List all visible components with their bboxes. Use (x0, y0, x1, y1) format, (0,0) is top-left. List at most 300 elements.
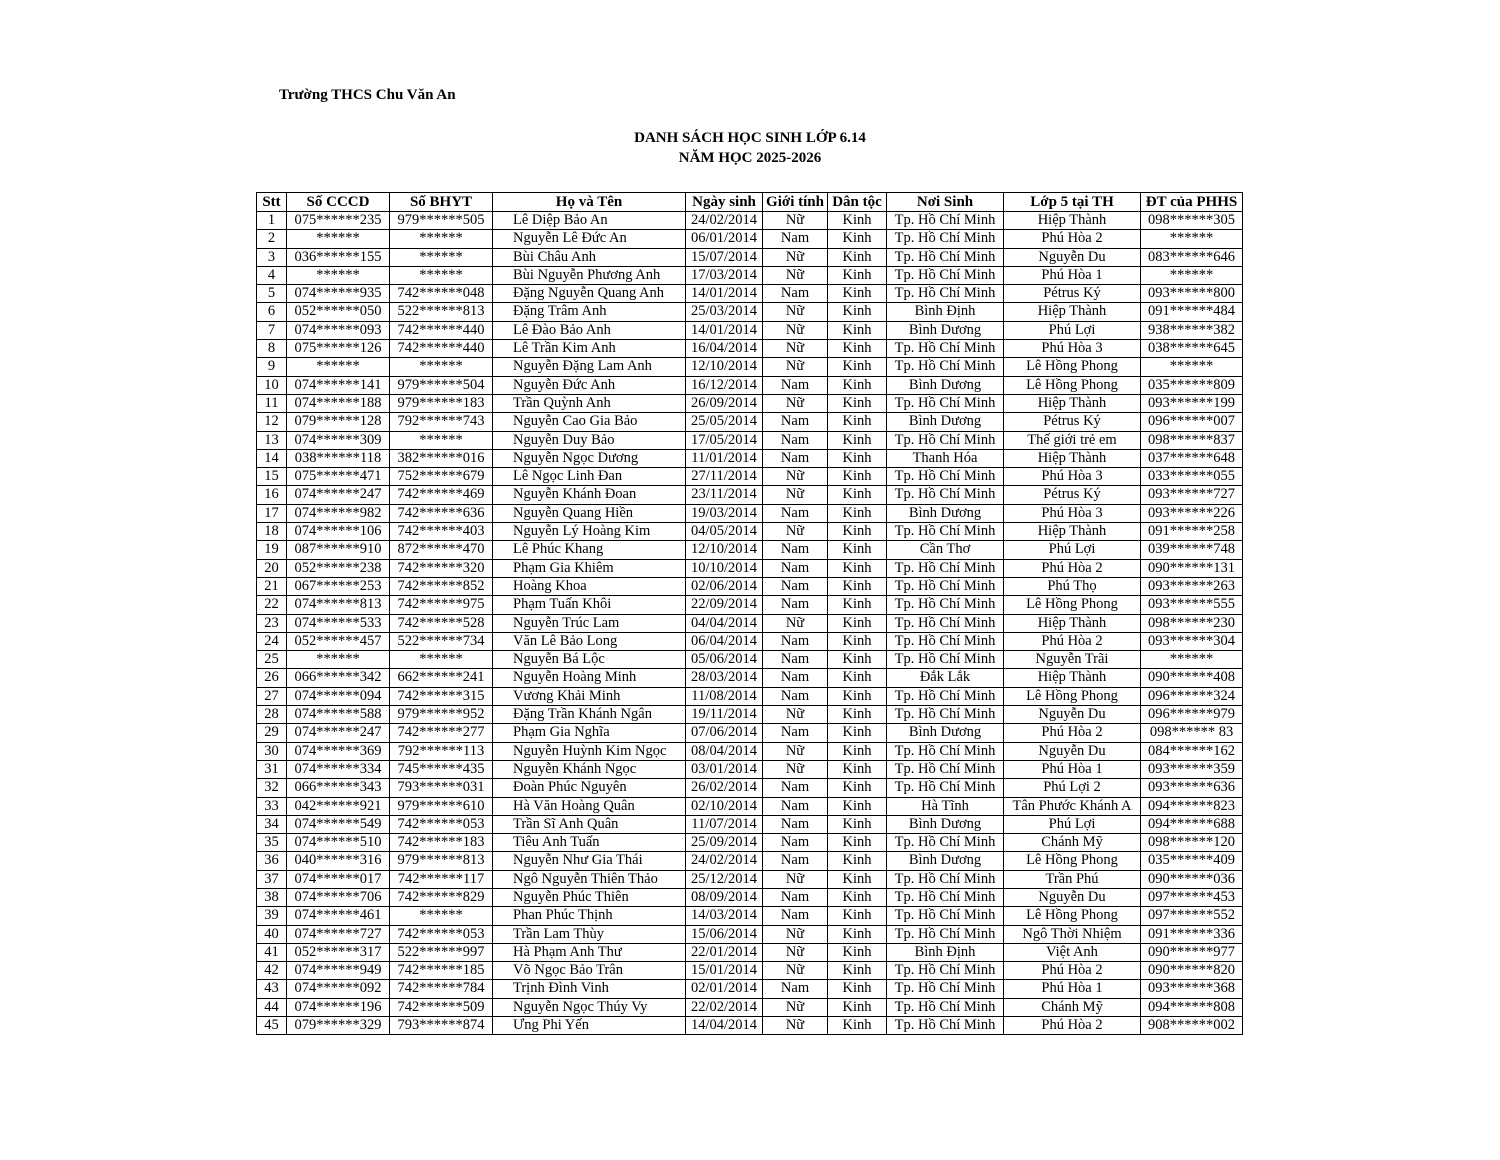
col-stt-cell: 11 (257, 394, 287, 412)
col-name-cell: Ưng Phi Yến (493, 1017, 686, 1035)
col-bhyt-cell: 742******183 (390, 834, 493, 852)
col-dob-cell: 15/07/2014 (686, 248, 763, 266)
col-ethnicity-cell: Kinh (828, 724, 887, 742)
col-ethnicity-cell: Kinh (828, 980, 887, 998)
col-birthplace-cell: Tp. Hồ Chí Minh (887, 285, 1004, 303)
table-row (257, 303, 1243, 321)
col-cccd-cell: 074******093 (287, 321, 390, 339)
col-bhyt-cell: 979******952 (390, 706, 493, 724)
col-bhyt-cell: 742******403 (390, 523, 493, 541)
col-birthplace-cell: Tp. Hồ Chí Minh (887, 523, 1004, 541)
col-primary-school-cell: Phú Hòa 2 (1004, 724, 1141, 742)
col-dob-cell: 08/09/2014 (686, 888, 763, 906)
col-primary-school-cell: Ngô Thời Nhiệm (1004, 925, 1141, 943)
col-gender-cell: Nữ (763, 486, 828, 504)
col-name-cell: Lê Trần Kim Anh (493, 340, 686, 358)
col-ethnicity-cell: Kinh (828, 230, 887, 248)
col-parent-phone-cell: 039******748 (1141, 541, 1243, 559)
col-stt-cell: 16 (257, 486, 287, 504)
col-cccd-cell: 042******921 (287, 797, 390, 815)
col-dob-cell: 11/07/2014 (686, 815, 763, 833)
col-gender-cell: Nữ (763, 870, 828, 888)
col-parent-phone-cell: 084******162 (1141, 742, 1243, 760)
table-row (257, 230, 1243, 248)
col-bhyt-cell: 742******440 (390, 321, 493, 339)
col-bhyt-cell: 742******829 (390, 888, 493, 906)
col-name-cell: Nguyễn Như Gia Thái (493, 852, 686, 870)
col-primary-school-cell: Chánh Mỹ (1004, 998, 1141, 1016)
table-row (257, 1017, 1243, 1035)
col-parent-phone-cell: 093******636 (1141, 779, 1243, 797)
col-dob-cell: 08/04/2014 (686, 742, 763, 760)
col-ethnicity-cell: Kinh (828, 486, 887, 504)
col-dob-cell: 23/11/2014 (686, 486, 763, 504)
col-birthplace-cell: Tp. Hồ Chí Minh (887, 596, 1004, 614)
table-row (257, 779, 1243, 797)
col-stt-cell: 18 (257, 523, 287, 541)
col-primary-school-cell: Hiệp Thành (1004, 394, 1141, 412)
col-bhyt-cell: 792******113 (390, 742, 493, 760)
col-stt-cell: 6 (257, 303, 287, 321)
col-stt-cell: 22 (257, 596, 287, 614)
col-bhyt-cell: 522******813 (390, 303, 493, 321)
col-birthplace-cell: Tp. Hồ Chí Minh (887, 962, 1004, 980)
col-birthplace-cell: Cần Thơ (887, 541, 1004, 559)
col-dob-cell: 25/05/2014 (686, 413, 763, 431)
col-stt-cell: 26 (257, 669, 287, 687)
col-stt-cell: 41 (257, 943, 287, 961)
col-dob-cell: 14/01/2014 (686, 321, 763, 339)
col-ethnicity-cell: Kinh (828, 760, 887, 778)
col-parent-phone-cell: 093******727 (1141, 486, 1243, 504)
col-bhyt-cell: 742******277 (390, 724, 493, 742)
col-stt-cell: 28 (257, 706, 287, 724)
col-name-cell: Nguyễn Đặng Lam Anh (493, 358, 686, 376)
col-birthplace-cell: Tp. Hồ Chí Minh (887, 632, 1004, 650)
col-ethnicity-cell: Kinh (828, 559, 887, 577)
col-cccd-cell: 074******141 (287, 376, 390, 394)
col-stt-cell: 24 (257, 632, 287, 650)
col-name-cell: Tiêu Anh Tuấn (493, 834, 686, 852)
col-stt-cell: 37 (257, 870, 287, 888)
document-title: DANH SÁCH HỌC SINH LỚP 6.14 (634, 130, 866, 146)
col-stt-cell: 38 (257, 888, 287, 906)
col-primary-school-cell: Nguyễn Du (1004, 888, 1141, 906)
col-dob-cell: 11/08/2014 (686, 687, 763, 705)
col-birthplace-cell: Bình Dương (887, 852, 1004, 870)
col-ethnicity-cell: Kinh (828, 212, 887, 230)
col-ethnicity-cell: Kinh (828, 998, 887, 1016)
col-name-cell: Phạm Gia Nghĩa (493, 724, 686, 742)
col-dob-cell: 10/10/2014 (686, 559, 763, 577)
table-row (257, 614, 1243, 632)
col-birthplace-cell: Tp. Hồ Chí Minh (887, 212, 1004, 230)
col-primary-school-cell: Pétrus Ký (1004, 413, 1141, 431)
col-primary-school-cell: Phú Hòa 3 (1004, 504, 1141, 522)
col-stt-cell: 7 (257, 321, 287, 339)
col-primary-school-cell: Phú Hòa 1 (1004, 760, 1141, 778)
col-name-cell: Phạm Tuấn Khôi (493, 596, 686, 614)
col-gender-cell: Nữ (763, 943, 828, 961)
col-stt-cell: 1 (257, 212, 287, 230)
col-primary-school-cell: Pétrus Ký (1004, 486, 1141, 504)
col-name-cell: Lê Ngọc Linh Đan (493, 468, 686, 486)
col-cccd-cell: 074******949 (287, 962, 390, 980)
col-parent-phone-cell: 093******800 (1141, 285, 1243, 303)
col-name-cell: Vương Khải Minh (493, 687, 686, 705)
col-birthplace-cell: Hà Tĩnh (887, 797, 1004, 815)
col-birthplace-cell: Tp. Hồ Chí Minh (887, 834, 1004, 852)
col-name-cell: Lê Đào Bảo Anh (493, 321, 686, 339)
col-ethnicity-cell: Kinh (828, 962, 887, 980)
col-bhyt-cell: ****** (390, 230, 493, 248)
col-parent-phone-cell: 035******409 (1141, 852, 1243, 870)
col-ethnicity-cell: Kinh (828, 742, 887, 760)
col-cccd-cell: ****** (287, 358, 390, 376)
table-row (257, 596, 1243, 614)
col-cccd-cell: 074******017 (287, 870, 390, 888)
col-dob-cell: 22/09/2014 (686, 596, 763, 614)
col-cccd-cell: 052******317 (287, 943, 390, 961)
col-gender-cell: Nam (763, 779, 828, 797)
col-cccd-cell: 074******188 (287, 394, 390, 412)
col-birthplace-cell: Bình Dương (887, 504, 1004, 522)
col-dob-cell: 25/12/2014 (686, 870, 763, 888)
col-dob-cell: 14/03/2014 (686, 907, 763, 925)
col-dob-cell: 15/01/2014 (686, 962, 763, 980)
col-birthplace-cell: Bình Dương (887, 724, 1004, 742)
table-row (257, 669, 1243, 687)
table-row (257, 523, 1243, 541)
col-ethnicity-cell: Kinh (828, 248, 887, 266)
col-cccd-cell: 074******510 (287, 834, 390, 852)
table-row (257, 925, 1243, 943)
col-bhyt-cell: 745******435 (390, 760, 493, 778)
col-bhyt-cell: 979******504 (390, 376, 493, 394)
col-bhyt-cell: 742******975 (390, 596, 493, 614)
col-gender-cell: Nam (763, 907, 828, 925)
col-primary-school-cell: Lê Hồng Phong (1004, 358, 1141, 376)
col-gender-cell: Nam (763, 541, 828, 559)
col-name-cell: Trần Sĩ Anh Quân (493, 815, 686, 833)
col-bhyt-cell: 752******679 (390, 468, 493, 486)
col-cccd-cell: 074******727 (287, 925, 390, 943)
col-ethnicity-cell: Kinh (828, 596, 887, 614)
col-cccd-cell: 075******471 (287, 468, 390, 486)
col-ethnicity-cell: Kinh (828, 413, 887, 431)
col-dob-cell: 19/11/2014 (686, 706, 763, 724)
col-primary-school-cell: Phú Thọ (1004, 577, 1141, 595)
table-row (257, 760, 1243, 778)
col-bhyt-cell: 522******997 (390, 943, 493, 961)
col-cccd-cell: 074******461 (287, 907, 390, 925)
col-gender-cell: Nam (763, 431, 828, 449)
col-ethnicity-cell: Kinh (828, 394, 887, 412)
col-primary-school-cell: Thế giới trẻ em (1004, 431, 1141, 449)
col-bhyt-cell: ****** (390, 651, 493, 669)
col-cccd-cell: 052******050 (287, 303, 390, 321)
col-stt-cell: 30 (257, 742, 287, 760)
col-dob-cell: 04/05/2014 (686, 523, 763, 541)
col-ethnicity-cell: Kinh (828, 376, 887, 394)
col-primary-school-cell: Phú Lợi (1004, 815, 1141, 833)
col-parent-phone-cell: 090******820 (1141, 962, 1243, 980)
col-birthplace-cell: Tp. Hồ Chí Minh (887, 431, 1004, 449)
col-gender-cell: Nữ (763, 340, 828, 358)
col-bhyt-cell: ****** (390, 248, 493, 266)
table-row (257, 504, 1243, 522)
col-birthplace-cell: Bình Định (887, 303, 1004, 321)
col-birthplace-cell: Tp. Hồ Chí Minh (887, 980, 1004, 998)
col-ethnicity-cell: Kinh (828, 614, 887, 632)
col-cccd-cell: 074******588 (287, 706, 390, 724)
col-parent-phone-cell: 090******977 (1141, 943, 1243, 961)
col-primary-school-cell: Phú Hòa 2 (1004, 962, 1141, 980)
col-ethnicity-cell: Kinh (828, 925, 887, 943)
col-stt-cell: 12 (257, 413, 287, 431)
col-stt-cell: 5 (257, 285, 287, 303)
col-parent-phone-cell: 096******324 (1141, 687, 1243, 705)
col-ethnicity-cell: Kinh (828, 449, 887, 467)
col-bhyt-cell: 979******183 (390, 394, 493, 412)
col-gender-cell: Nữ (763, 760, 828, 778)
table-row (257, 870, 1243, 888)
col-birthplace-cell: Tp. Hồ Chí Minh (887, 468, 1004, 486)
col-birthplace-cell: Tp. Hồ Chí Minh (887, 577, 1004, 595)
col-cccd-cell: 075******235 (287, 212, 390, 230)
col-birthplace-cell: Tp. Hồ Chí Minh (887, 907, 1004, 925)
col-gender-cell: Nam (763, 559, 828, 577)
col-bhyt-cell: 522******734 (390, 632, 493, 650)
col-primary-school-cell: Lê Hồng Phong (1004, 687, 1141, 705)
col-gender-cell: Nữ (763, 523, 828, 541)
col-name-cell: Đặng Trần Khánh Ngân (493, 706, 686, 724)
school-name: Trường THCS Chu Văn An (279, 87, 456, 103)
header-col-ethnicity: Dân tộc (828, 193, 887, 212)
col-stt-cell: 35 (257, 834, 287, 852)
col-stt-cell: 13 (257, 431, 287, 449)
col-stt-cell: 8 (257, 340, 287, 358)
table-row (257, 724, 1243, 742)
col-parent-phone-cell: ****** (1141, 230, 1243, 248)
col-gender-cell: Nam (763, 577, 828, 595)
col-primary-school-cell: Tân Phước Khánh A (1004, 797, 1141, 815)
col-cccd-cell: 066******343 (287, 779, 390, 797)
col-dob-cell: 16/12/2014 (686, 376, 763, 394)
col-primary-school-cell: Phú Hòa 3 (1004, 468, 1141, 486)
col-parent-phone-cell: 090******408 (1141, 669, 1243, 687)
col-ethnicity-cell: Kinh (828, 431, 887, 449)
col-ethnicity-cell: Kinh (828, 687, 887, 705)
col-gender-cell: Nữ (763, 212, 828, 230)
col-primary-school-cell: Nguyễn Du (1004, 742, 1141, 760)
col-parent-phone-cell: 098******837 (1141, 431, 1243, 449)
col-ethnicity-cell: Kinh (828, 779, 887, 797)
col-bhyt-cell: 382******016 (390, 449, 493, 467)
table-row (257, 212, 1243, 230)
col-parent-phone-cell: 090******036 (1141, 870, 1243, 888)
col-name-cell: Phạm Gia Khiêm (493, 559, 686, 577)
col-birthplace-cell: Đắk Lắk (887, 669, 1004, 687)
col-name-cell: Nguyễn Quang Hiền (493, 504, 686, 522)
col-gender-cell: Nam (763, 815, 828, 833)
col-dob-cell: 27/11/2014 (686, 468, 763, 486)
col-parent-phone-cell: 091******336 (1141, 925, 1243, 943)
document-heading (0, 128, 1500, 168)
header-col-name: Họ và Tên (493, 193, 686, 212)
col-bhyt-cell: 742******117 (390, 870, 493, 888)
col-ethnicity-cell: Kinh (828, 943, 887, 961)
col-gender-cell: Nữ (763, 742, 828, 760)
col-parent-phone-cell: 094******823 (1141, 797, 1243, 815)
col-birthplace-cell: Tp. Hồ Chí Minh (887, 706, 1004, 724)
col-gender-cell: Nữ (763, 394, 828, 412)
col-birthplace-cell: Tp. Hồ Chí Minh (887, 248, 1004, 266)
col-parent-phone-cell: 098****** 83 (1141, 724, 1243, 742)
col-name-cell: Nguyễn Duy Bảo (493, 431, 686, 449)
col-bhyt-cell: 742******636 (390, 504, 493, 522)
col-bhyt-cell: 742******053 (390, 925, 493, 943)
col-bhyt-cell: 793******874 (390, 1017, 493, 1035)
col-cccd-cell: 074******106 (287, 523, 390, 541)
table-row (257, 541, 1243, 559)
table-row (257, 266, 1243, 284)
table-row (257, 742, 1243, 760)
col-bhyt-cell: 742******469 (390, 486, 493, 504)
col-primary-school-cell: Hiệp Thành (1004, 449, 1141, 467)
col-stt-cell: 10 (257, 376, 287, 394)
col-stt-cell: 31 (257, 760, 287, 778)
col-parent-phone-cell: 033******055 (1141, 468, 1243, 486)
col-primary-school-cell: Phú Hòa 1 (1004, 266, 1141, 284)
col-primary-school-cell: Phú Lợi (1004, 321, 1141, 339)
header-col-cccd: Số CCCD (287, 193, 390, 212)
col-parent-phone-cell: 037******648 (1141, 449, 1243, 467)
col-parent-phone-cell: 938******382 (1141, 321, 1243, 339)
col-bhyt-cell: 979******505 (390, 212, 493, 230)
header-col-dob: Ngày sinh (686, 193, 763, 212)
col-gender-cell: Nam (763, 449, 828, 467)
col-dob-cell: 24/02/2014 (686, 212, 763, 230)
col-parent-phone-cell: ****** (1141, 358, 1243, 376)
col-stt-cell: 34 (257, 815, 287, 833)
col-bhyt-cell: 742******320 (390, 559, 493, 577)
col-gender-cell: Nữ (763, 321, 828, 339)
col-gender-cell: Nam (763, 230, 828, 248)
col-ethnicity-cell: Kinh (828, 706, 887, 724)
table-row (257, 687, 1243, 705)
col-gender-cell: Nam (763, 724, 828, 742)
col-gender-cell: Nữ (763, 266, 828, 284)
col-name-cell: Hoàng Khoa (493, 577, 686, 595)
col-cccd-cell: 074******813 (287, 596, 390, 614)
table-row (257, 486, 1243, 504)
col-cccd-cell: 074******247 (287, 486, 390, 504)
col-parent-phone-cell: ****** (1141, 651, 1243, 669)
col-gender-cell: Nam (763, 632, 828, 650)
col-birthplace-cell: Tp. Hồ Chí Minh (887, 925, 1004, 943)
col-ethnicity-cell: Kinh (828, 797, 887, 815)
col-stt-cell: 14 (257, 449, 287, 467)
col-dob-cell: 02/01/2014 (686, 980, 763, 998)
col-name-cell: Nguyễn Khánh Đoan (493, 486, 686, 504)
col-gender-cell: Nam (763, 285, 828, 303)
col-primary-school-cell: Hiệp Thành (1004, 303, 1141, 321)
col-name-cell: Nguyễn Đức Anh (493, 376, 686, 394)
table-row (257, 980, 1243, 998)
col-gender-cell: Nữ (763, 614, 828, 632)
col-parent-phone-cell: 097******453 (1141, 888, 1243, 906)
col-ethnicity-cell: Kinh (828, 340, 887, 358)
col-name-cell: Lê Diệp Bảo An (493, 212, 686, 230)
col-birthplace-cell: Tp. Hồ Chí Minh (887, 559, 1004, 577)
col-parent-phone-cell: 093******359 (1141, 760, 1243, 778)
col-cccd-cell: 074******247 (287, 724, 390, 742)
col-gender-cell: Nữ (763, 468, 828, 486)
col-birthplace-cell: Tp. Hồ Chí Minh (887, 486, 1004, 504)
col-parent-phone-cell: 091******258 (1141, 523, 1243, 541)
col-ethnicity-cell: Kinh (828, 285, 887, 303)
col-cccd-cell: 079******329 (287, 1017, 390, 1035)
col-name-cell: Đoàn Phúc Nguyên (493, 779, 686, 797)
col-ethnicity-cell: Kinh (828, 1017, 887, 1035)
col-name-cell: Bùi Châu Anh (493, 248, 686, 266)
col-dob-cell: 22/01/2014 (686, 943, 763, 961)
col-birthplace-cell: Bình Dương (887, 815, 1004, 833)
col-gender-cell: Nữ (763, 962, 828, 980)
col-birthplace-cell: Tp. Hồ Chí Minh (887, 779, 1004, 797)
col-gender-cell: Nam (763, 413, 828, 431)
col-cccd-cell: 040******316 (287, 852, 390, 870)
col-dob-cell: 14/04/2014 (686, 1017, 763, 1035)
col-bhyt-cell: 979******813 (390, 852, 493, 870)
table-row (257, 907, 1243, 925)
table-row (257, 376, 1243, 394)
col-dob-cell: 26/09/2014 (686, 394, 763, 412)
col-name-cell: Bùi Nguyễn Phương Anh (493, 266, 686, 284)
col-bhyt-cell: 872******470 (390, 541, 493, 559)
table-row (257, 834, 1243, 852)
col-gender-cell: Nam (763, 888, 828, 906)
table-header-row (257, 193, 1243, 212)
col-ethnicity-cell: Kinh (828, 266, 887, 284)
header-col-primary-school: Lớp 5 tại TH (1004, 193, 1141, 212)
col-primary-school-cell: Lê Hồng Phong (1004, 376, 1141, 394)
col-parent-phone-cell: 098******305 (1141, 212, 1243, 230)
col-cccd-cell: 066******342 (287, 669, 390, 687)
col-dob-cell: 15/06/2014 (686, 925, 763, 943)
table-row (257, 413, 1243, 431)
table-row (257, 321, 1243, 339)
col-dob-cell: 28/03/2014 (686, 669, 763, 687)
col-bhyt-cell: ****** (390, 358, 493, 376)
col-gender-cell: Nữ (763, 358, 828, 376)
col-dob-cell: 16/04/2014 (686, 340, 763, 358)
header-col-stt: Stt (257, 193, 287, 212)
col-bhyt-cell: 979******610 (390, 797, 493, 815)
col-primary-school-cell: Hiệp Thành (1004, 614, 1141, 632)
col-stt-cell: 19 (257, 541, 287, 559)
col-stt-cell: 23 (257, 614, 287, 632)
col-parent-phone-cell: 098******230 (1141, 614, 1243, 632)
header-col-parent-phone: ĐT của PHHS (1141, 193, 1243, 212)
col-primary-school-cell: Lê Hồng Phong (1004, 852, 1141, 870)
col-bhyt-cell: 662******241 (390, 669, 493, 687)
col-cccd-cell: 074******334 (287, 760, 390, 778)
col-dob-cell: 05/06/2014 (686, 651, 763, 669)
col-name-cell: Nguyễn Lý Hoàng Kim (493, 523, 686, 541)
col-dob-cell: 04/04/2014 (686, 614, 763, 632)
